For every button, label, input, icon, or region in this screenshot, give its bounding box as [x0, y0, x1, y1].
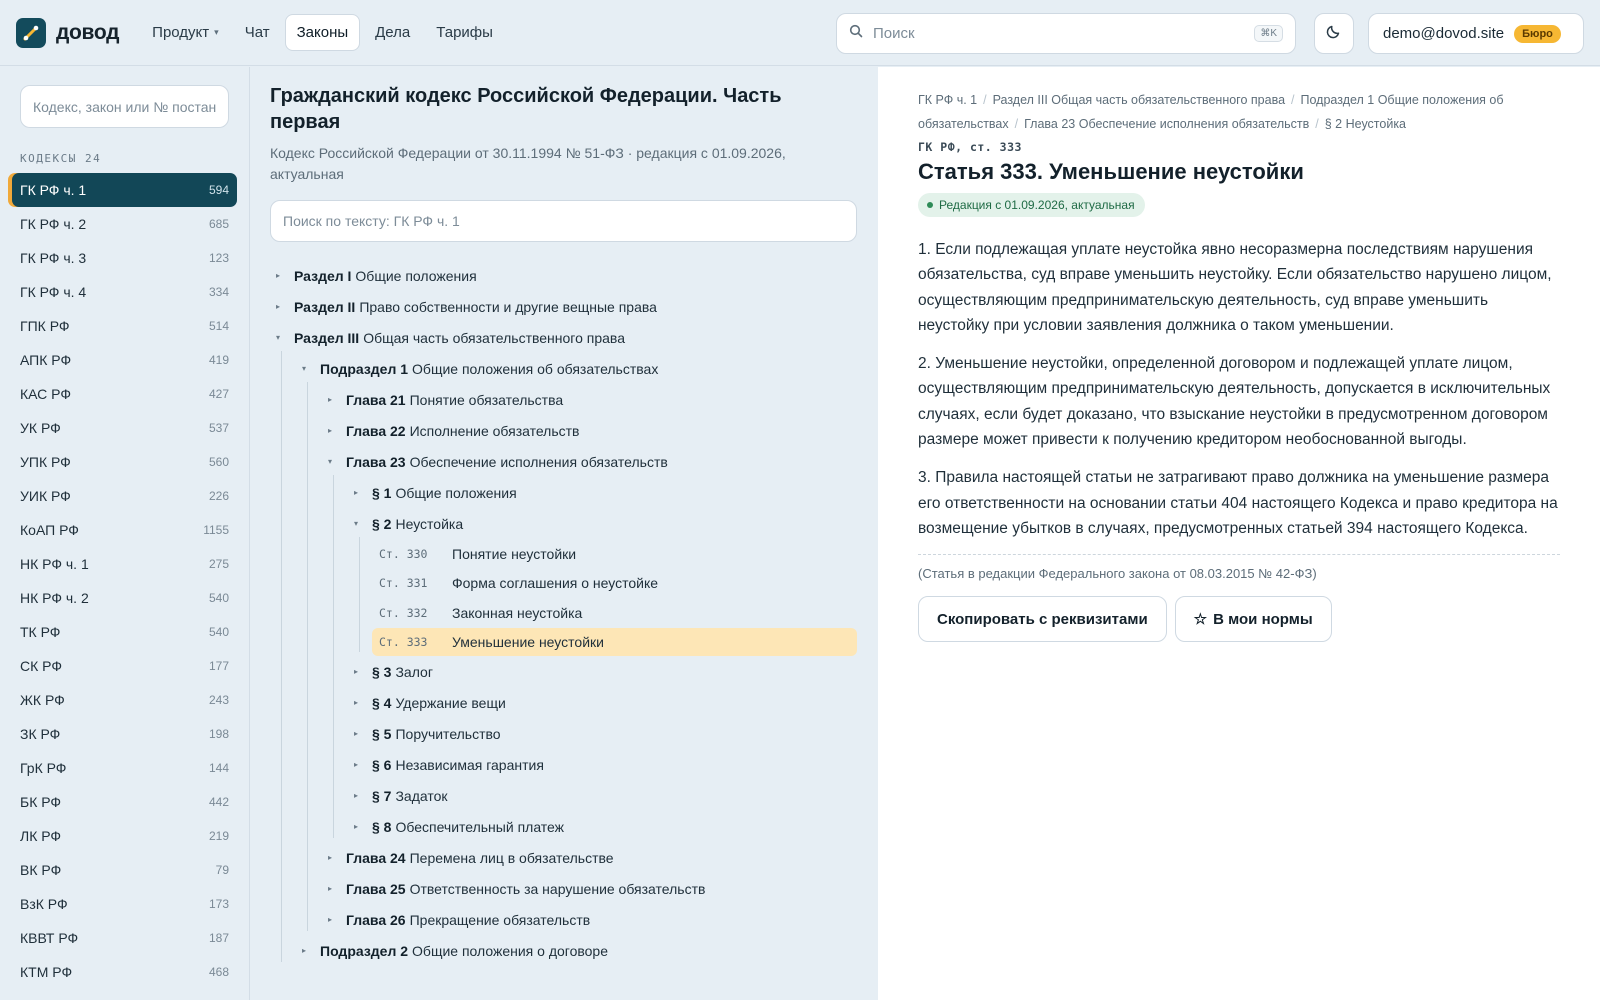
document-title: Гражданский кодекс Российской Федерации. Часть первая: [270, 85, 782, 133]
nav-chat-label: Чат: [244, 24, 270, 41]
code-item[interactable]: [12, 547, 237, 581]
tree-node[interactable]: [322, 446, 668, 477]
chevron-right-icon[interactable]: ▸: [327, 395, 332, 404]
code-item[interactable]: [12, 887, 237, 921]
moon-icon: [1326, 23, 1342, 44]
code-item[interactable]: [12, 513, 237, 547]
tree-node-title: Общие положения: [355, 267, 477, 284]
tree-node-title: Независимая гарантия: [395, 756, 544, 773]
tree-node-number: § 4: [372, 694, 392, 711]
code-item-count: 540: [208, 625, 229, 639]
tree-node-number: § 1: [372, 484, 392, 501]
codes-list: [12, 173, 237, 989]
tree-node-title: Перемена лиц в обязательстве: [409, 849, 614, 866]
logo[interactable]: [16, 18, 119, 48]
tree-node[interactable]: [296, 353, 658, 384]
code-item-count: 514: [208, 319, 229, 333]
tree-node[interactable]: [348, 687, 506, 718]
code-item-count: 275: [208, 557, 229, 571]
code-item[interactable]: [12, 479, 237, 513]
tree-node-number: Глава 21: [346, 391, 406, 408]
code-item-count: 442: [208, 795, 229, 809]
tree-node[interactable]: [270, 291, 657, 322]
nav-laws-label: Законы: [296, 24, 349, 41]
tree-node-title: Задаток: [395, 787, 448, 804]
code-item-label: НК РФ ч. 2: [20, 590, 89, 606]
code-item-label: ВК РФ: [20, 862, 62, 878]
code-item[interactable]: [12, 173, 237, 207]
code-item-label: ЗК РФ: [20, 726, 61, 742]
chevron-right-icon[interactable]: ▸: [327, 426, 332, 435]
codes-sidebar: [0, 67, 250, 1000]
tree-guide-line: [307, 382, 308, 931]
code-item-label: УК РФ: [20, 420, 61, 436]
breadcrumb-separator: /: [1315, 116, 1319, 131]
breadcrumb-separator: /: [1291, 93, 1295, 107]
logo-icon: [16, 18, 46, 48]
tree-node[interactable]: [348, 780, 448, 811]
article-title: Законная неустойка: [452, 604, 583, 621]
chevron-down-icon[interactable]: ▾: [301, 364, 306, 373]
code-item-label: ГК РФ ч. 3: [20, 250, 87, 266]
global-search[interactable]: [836, 13, 1296, 54]
breadcrumb-item[interactable]: Раздел III Общая часть обязательственного права: [992, 93, 1286, 107]
article-paragraph: 2. Уменьшение неустойки, определенной договором и подлежащей уплате лицом, осуществляющим предпринимательскую деятельность, допускается в исключительных случаях, если будет доказано, что взыскание неустойки в предусмотренном договором размере может привести к получению кредитором необоснованной выгоды.: [918, 355, 1551, 449]
tree-node[interactable]: [348, 811, 564, 842]
code-item-label: ГК РФ ч. 1: [20, 182, 87, 198]
tree-node-title: Ответственность за нарушение обязательств: [409, 880, 706, 897]
tree-guide-line: [333, 475, 334, 838]
nav-laws[interactable]: [285, 14, 361, 51]
chevron-right-icon[interactable]: ▸: [353, 791, 358, 801]
chevron-right-icon[interactable]: ▸: [353, 698, 358, 708]
code-item-count: 219: [208, 829, 229, 843]
article-title: Форма соглашения о неустойке: [452, 575, 659, 592]
breadcrumb: [918, 89, 1560, 136]
add-to-my-norms-button[interactable]: [1175, 596, 1332, 642]
star-icon: ☆: [1193, 611, 1208, 629]
nav-product[interactable]: [141, 15, 230, 50]
tree-node-title: Общие положения о договоре: [412, 942, 608, 959]
account-email: demo@dovod.site: [1383, 25, 1505, 42]
code-item-count: 334: [208, 285, 229, 299]
tree-node-number: § 5: [372, 725, 392, 742]
code-item[interactable]: [12, 309, 237, 343]
chevron-down-icon[interactable]: ▾: [275, 333, 280, 342]
plan-badge: Бюро: [1514, 25, 1561, 43]
code-item[interactable]: [12, 207, 237, 241]
nav-chat[interactable]: [234, 15, 281, 50]
nav-cases[interactable]: [364, 15, 421, 50]
chevron-right-icon[interactable]: ▸: [327, 884, 332, 894]
article-amendment-note: (Статья в редакции Федерального закона от 08.03.2015 № 42-ФЗ): [918, 566, 1317, 582]
search-input[interactable]: [873, 25, 1244, 42]
document-search-input[interactable]: [270, 200, 857, 242]
code-item[interactable]: [12, 445, 237, 479]
tree-node-title: Обеспечительный платеж: [395, 818, 565, 835]
tree-node-title: Обеспечение исполнения обязательств: [409, 453, 668, 470]
code-item-label: НК РФ ч. 1: [20, 556, 89, 572]
tree-node-number: Глава 23: [346, 453, 406, 470]
code-item-count: 540: [208, 591, 229, 605]
tree-node-number: § 2: [372, 515, 392, 532]
tree-node[interactable]: [322, 415, 580, 446]
tree-node[interactable]: [322, 384, 563, 415]
code-item-label: ГК РФ ч. 4: [20, 284, 87, 300]
document-tree: [270, 260, 857, 966]
tree-node-number: § 8: [372, 818, 392, 835]
breadcrumb-item[interactable]: Подраздел 1 Общие положения об обязательствах: [918, 93, 1504, 131]
tree-node[interactable]: [270, 260, 477, 291]
tree-node-title: Исполнение обязательств: [409, 422, 580, 439]
tree-node[interactable]: [348, 749, 544, 780]
article-item[interactable]: [372, 599, 857, 627]
chevron-right-icon[interactable]: ▸: [275, 302, 280, 311]
code-item[interactable]: [12, 241, 237, 275]
article-title: Понятие неустойки: [452, 546, 577, 562]
code-item-count: 144: [208, 761, 229, 775]
code-item-count: 537: [208, 421, 229, 435]
status-dot-icon: [927, 202, 933, 208]
code-item[interactable]: [12, 853, 237, 887]
chevron-down-icon: ▾: [214, 27, 219, 37]
chevron-down-icon[interactable]: ▾: [327, 457, 332, 466]
tree-node-title: Удержание вещи: [395, 694, 506, 711]
code-item-count: 177: [208, 659, 229, 673]
breadcrumb-item[interactable]: Глава 23 Обеспечение исполнения обязательств: [1024, 116, 1310, 131]
chevron-right-icon[interactable]: ▸: [353, 760, 358, 770]
code-item-label: КАС РФ: [20, 386, 72, 402]
chevron-down-icon[interactable]: ▾: [353, 519, 358, 528]
code-item-count: 173: [208, 897, 229, 911]
tree-node-number: Раздел II: [294, 298, 356, 315]
add-to-my-norms-label: В мои нормы: [1213, 610, 1313, 628]
chevron-right-icon[interactable]: ▸: [353, 822, 358, 832]
code-item-label: СК РФ: [20, 658, 62, 674]
code-item[interactable]: [12, 275, 237, 309]
code-item-count: 594: [208, 183, 229, 197]
account-menu[interactable]: [1368, 13, 1584, 54]
document-toc-panel: [251, 67, 877, 1000]
article-paragraph: 1. Если подлежащая уплате неустойка явно несоразмерна последствиям нарушения обязательства, суд вправе уменьшить неустойку. Если обязательство нарушено лицом, осуществляющим предпринимательскую деятельность, суд вправе уменьшить неустойку при условии заявления должника о таком уменьшении.: [918, 241, 1552, 334]
code-item-count: 226: [208, 489, 229, 503]
article-body: [918, 237, 1560, 541]
code-item[interactable]: [12, 955, 237, 989]
code-item-label: УПК РФ: [20, 454, 71, 470]
code-item-label: КВВТ РФ: [20, 930, 79, 946]
tree-node-title: Общие положения об обязательствах: [412, 360, 659, 377]
codes-section-title: КОДЕКСЫ 24: [20, 152, 102, 165]
logo-text: довод: [56, 20, 120, 44]
code-item[interactable]: [12, 683, 237, 717]
article-number: Ст. 331: [379, 576, 428, 591]
tree-node-title: Неустойка: [395, 515, 464, 532]
tree-node-title: Право собственности и другие вещные права: [359, 298, 657, 315]
main-nav: [141, 14, 504, 51]
article-item[interactable]: [372, 628, 857, 656]
tree-node[interactable]: [322, 873, 705, 904]
tree-node-number: Подраздел 1: [320, 360, 409, 377]
tree-guide-line: [359, 537, 360, 652]
tree-node[interactable]: [348, 718, 501, 749]
tree-node[interactable]: [348, 656, 433, 687]
chevron-right-icon[interactable]: ▸: [327, 915, 332, 925]
tree-node-title: Поручительство: [395, 725, 501, 742]
code-item-count: 198: [208, 727, 229, 741]
tree-node[interactable]: [322, 842, 614, 873]
tree-node[interactable]: [296, 935, 608, 966]
code-item-label: БК РФ: [20, 794, 62, 810]
article-actions: [918, 596, 1560, 642]
tree-node[interactable]: [270, 322, 625, 353]
chevron-right-icon[interactable]: ▸: [353, 488, 358, 497]
code-item[interactable]: [12, 921, 237, 955]
copy-with-details-label: Скопировать с реквизитами: [937, 610, 1148, 628]
copy-with-details-button[interactable]: [918, 596, 1167, 642]
code-item[interactable]: [12, 751, 237, 785]
article-number: Ст. 333: [379, 634, 428, 649]
tree-node-number: Глава 26: [346, 911, 406, 928]
tree-node-number: Глава 24: [346, 849, 406, 866]
tree-node-title: Понятие обязательства: [409, 391, 564, 408]
tree-node-number: Глава 25: [346, 880, 406, 897]
article-item[interactable]: [372, 540, 857, 568]
tree-node-number: § 3: [372, 663, 392, 680]
chevron-right-icon[interactable]: ▸: [327, 853, 332, 863]
tree-node-title: Общие положения: [395, 484, 517, 501]
code-item-label: УИК РФ: [20, 488, 71, 504]
document-subtitle: Кодекс Российской Федерации от 30.11.1994 № 51-ФЗ · редакция с 01.09.2026, актуальная: [270, 145, 786, 182]
code-item-label: ГрК РФ: [20, 760, 67, 776]
code-item-label: КоАП РФ: [20, 522, 79, 538]
theme-toggle-button[interactable]: [1314, 13, 1354, 54]
article-reference: ГК РФ, ст. 333: [918, 140, 1022, 154]
code-item[interactable]: [12, 377, 237, 411]
breadcrumb-separator: /: [983, 93, 987, 107]
nav-cases-label: Дела: [375, 24, 411, 41]
code-item[interactable]: [12, 615, 237, 649]
code-item-count: 243: [208, 693, 229, 707]
code-item-count: 468: [208, 965, 229, 979]
code-item-count: 187: [208, 931, 229, 945]
divider: [918, 554, 1560, 555]
tree-node-title: Общая часть обязательственного права: [363, 329, 625, 346]
code-item-label: КТМ РФ: [20, 964, 73, 980]
code-item-count: 560: [208, 455, 229, 469]
code-item[interactable]: [12, 411, 237, 445]
top-bar: [0, 0, 1600, 66]
article-number: Ст. 332: [379, 605, 428, 620]
code-item-count: 419: [208, 353, 229, 367]
tree-node-number: Подраздел 2: [320, 942, 409, 959]
edition-label: Редакция с 01.09.2026, актуальная: [939, 198, 1135, 212]
edition-badge: [918, 193, 1145, 217]
breadcrumb-item[interactable]: § 2 Неустойка: [1324, 116, 1407, 131]
code-item-label: ГПК РФ: [20, 318, 70, 334]
code-item-label: ГК РФ ч. 2: [20, 216, 87, 232]
code-item[interactable]: [12, 649, 237, 683]
tree-node-number: § 7: [372, 787, 392, 804]
article-title: Статья 333. Уменьшение неустойки: [918, 159, 1304, 184]
tree-node-title: Прекращение обязательств: [409, 911, 591, 928]
code-item-count: 79: [215, 863, 229, 877]
nav-pricing[interactable]: [425, 15, 504, 50]
tree-node-number: Раздел I: [294, 267, 352, 284]
code-item-label: АПК РФ: [20, 352, 72, 368]
chevron-right-icon[interactable]: ▸: [353, 667, 358, 677]
nav-pricing-label: Тарифы: [436, 24, 493, 41]
chevron-right-icon[interactable]: ▸: [353, 729, 358, 739]
code-item-count: 427: [208, 387, 229, 401]
codes-filter-input[interactable]: [20, 85, 229, 128]
code-item-label: ТК РФ: [20, 624, 61, 640]
tree-node-number: Раздел III: [294, 329, 360, 346]
article-paragraph: 3. Правила настоящей статьи не затрагивают право должника на уменьшение размера его ответственности на основании статьи 404 настоящего Кодекса и право кредитора на возмещение убытков в случаях, предусмотренных статьей 394 настоящего Кодекса.: [918, 469, 1558, 537]
code-item-label: ВзК РФ: [20, 896, 68, 912]
code-item-count: 123: [208, 251, 229, 265]
code-item-label: ЛК РФ: [20, 828, 62, 844]
code-item[interactable]: [12, 343, 237, 377]
breadcrumb-separator: /: [1014, 116, 1019, 131]
article-panel: [878, 67, 1600, 1000]
tree-guide-line: [281, 351, 282, 962]
code-item[interactable]: [12, 785, 237, 819]
code-item[interactable]: [12, 717, 237, 751]
tree-node[interactable]: [348, 508, 463, 539]
chevron-right-icon[interactable]: ▸: [301, 946, 306, 956]
tree-node-title: Залог: [395, 663, 433, 680]
breadcrumb-item[interactable]: ГК РФ ч. 1: [918, 93, 978, 107]
nav-product-label: Продукт: [152, 24, 210, 41]
tree-node-number: Глава 22: [346, 422, 406, 439]
search-icon: [849, 24, 863, 43]
tree-node[interactable]: [348, 477, 517, 508]
tree-node[interactable]: [322, 904, 590, 935]
code-item[interactable]: [12, 581, 237, 615]
code-item-count: 685: [208, 217, 229, 231]
chevron-right-icon[interactable]: ▸: [275, 271, 280, 280]
tree-node-number: § 6: [372, 756, 392, 773]
code-item-label: ЖК РФ: [20, 692, 65, 708]
code-item-count: 1155: [203, 523, 229, 537]
article-number: Ст. 330: [379, 547, 428, 561]
code-item[interactable]: [12, 819, 237, 853]
article-item[interactable]: [372, 569, 857, 597]
article-title: Уменьшение неустойки: [452, 633, 604, 650]
search-shortcut-badge: ⌘K: [1254, 25, 1283, 42]
